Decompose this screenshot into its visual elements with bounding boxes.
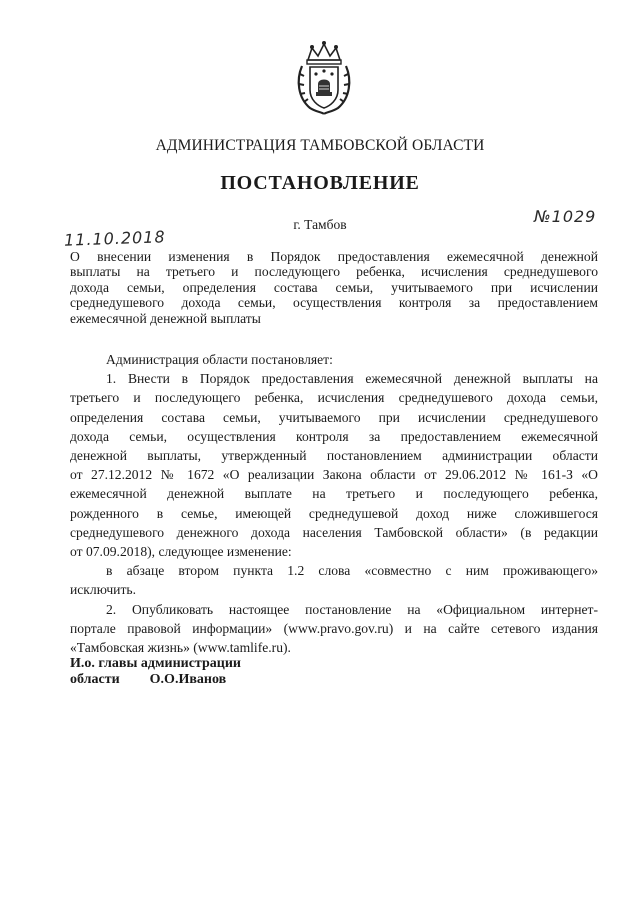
signatory-name: О.О.Иванов <box>149 672 227 687</box>
item1-line: 1. Внести в Порядок предоставления ежемесячной денежной выплаты на <box>106 371 598 387</box>
item2-line: «Тамбовская жизнь» (www.tamlife.ru). <box>70 640 291 656</box>
subject-line: ежемесячной денежной выплаты <box>70 310 261 326</box>
item1-line: дохода семьи, осуществления контроля за предоставлением ежемесячной <box>70 428 598 444</box>
item1-line: рожденного в семье, имеющей среднедушевой доход ниже сложившегося <box>70 505 598 521</box>
document-type: ПОСТАНОВЛЕНИЕ <box>220 172 420 194</box>
item1-line: денежной выплаты, утвержденный постановлением администрации области <box>70 448 598 464</box>
item2-line: 2. Опубликовать настоящее постановление на «Официальном интернет- <box>106 601 598 617</box>
item1-sub-line: в абзаце втором пункта 1.2 слова «совместно с ним проживающего» <box>106 563 598 579</box>
resolution-body <box>70 350 598 657</box>
signature-block <box>70 656 241 688</box>
item1-line: ежемесячной денежной выплате на третьего и последующего ребенка, <box>70 486 598 502</box>
item1-line: от 27.12.2012 № 1672 «О реализации Закона области от 29.06.2012 № 161-З «О <box>70 467 598 483</box>
item1-line: от 07.09.2018), следующее изменение: <box>70 544 292 560</box>
item2-line: портале правовой информации» (www.pravo.gov.ru) и на сайте сетевого издания <box>70 620 598 636</box>
item1-sub-line: исключить. <box>70 582 136 598</box>
signatory-position-cont: области <box>70 672 120 687</box>
item1-line: третьего и последующего ребенка, исчисления среднедушевого дохода семьи, <box>70 390 598 406</box>
organization-title: АДМИНИСТРАЦИЯ ТАМБОВСКОЙ ОБЛАСТИ <box>155 137 485 154</box>
handwritten-number: №1029 <box>534 207 597 226</box>
subject-line: дохода семьи, определения состава семьи, учитываемого при исчислении <box>70 279 598 295</box>
subject-line: выплаты на третьего и последующего ребенка, исчисления среднедушевого <box>70 264 598 280</box>
coat-of-arms-icon <box>294 40 354 116</box>
handwritten-date: 11.10.2018 <box>63 227 166 250</box>
signatory-row <box>70 672 241 688</box>
intro-paragraph: Администрация области постановляет: <box>106 352 333 367</box>
signatory-position: И.о. главы администрации <box>70 656 241 671</box>
item1-line: среднедушевого денежного дохода населения Тамбовской области» (в редакции <box>70 524 598 540</box>
subject-line: среднедушевого дохода семьи, осуществления контроля за предоставлением <box>70 295 598 311</box>
city-label: г. Тамбов <box>293 217 347 232</box>
subject-heading <box>70 249 598 326</box>
item1-line: определения состава семьи, учитываемого при исчислении среднедушевого <box>70 409 598 425</box>
subject-line: О внесении изменения в Порядок предоставления ежемесячной денежной <box>70 249 598 264</box>
